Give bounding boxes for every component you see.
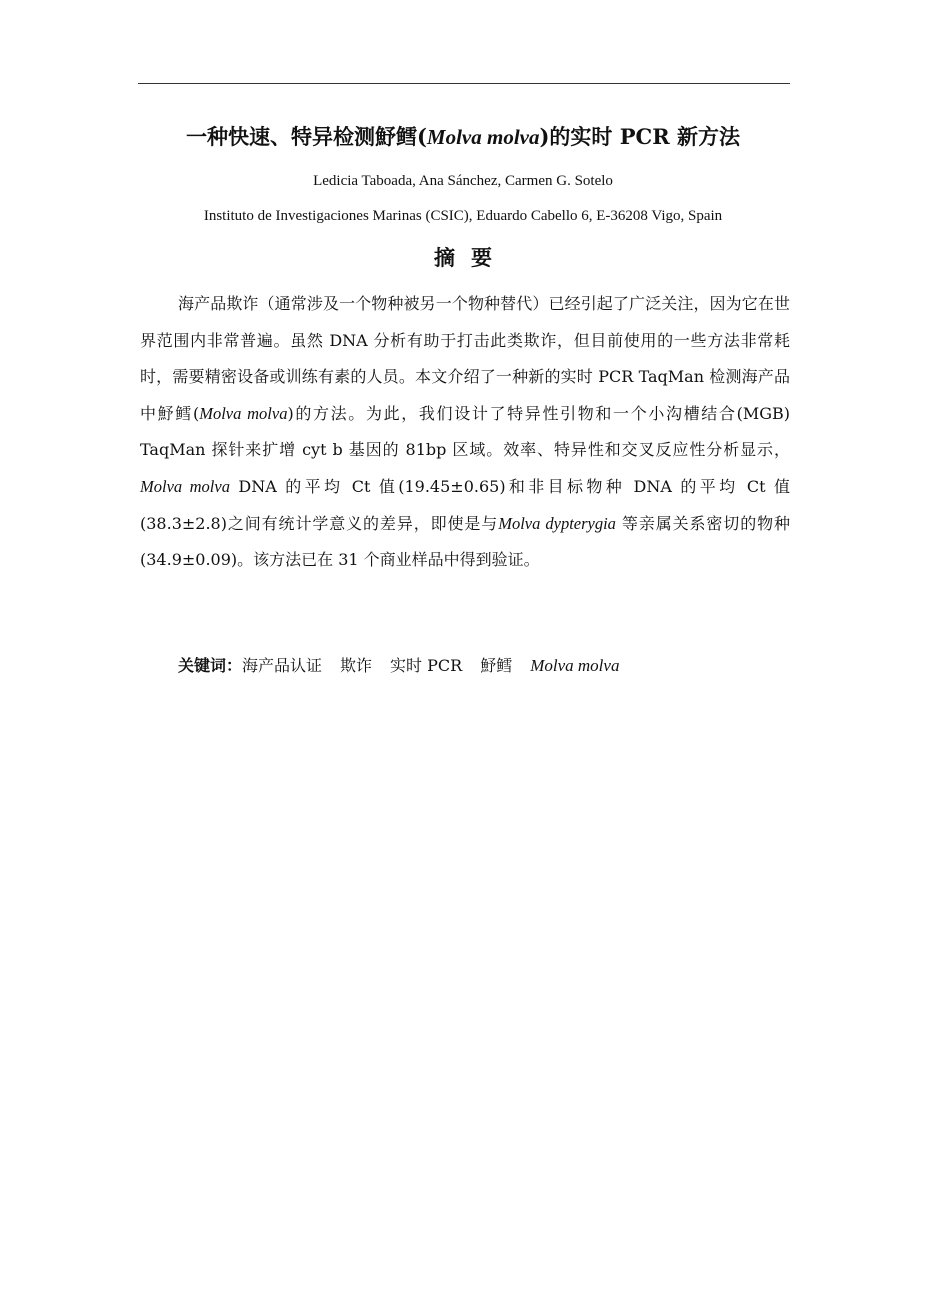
keyword-item: 实时 PCR — [390, 656, 463, 675]
affiliation: Instituto de Investigaciones Marinas (CSIC), Eduardo Cabello 6, E-36208 Vigo, Spain — [203, 208, 723, 224]
keyword-item: 欺诈 — [340, 656, 373, 675]
title-species: Molva molva — [426, 125, 540, 149]
paper-title — [0, 122, 926, 152]
keyword-species: Molva molva — [530, 656, 620, 675]
abstract-text-4: 等亲属关系密切的物种(34.9±0.09)。该方法已在 31 个商业样品中得到验证。 — [140, 513, 790, 570]
title-suffix: )的实时 PCR 新方法 — [539, 124, 741, 149]
title-prefix: 一种快速、特异检测魣鳕( — [185, 124, 427, 149]
abstract-heading: 摘要 — [434, 245, 508, 270]
abstract-body — [140, 286, 790, 579]
authors: Ledicia Taboada, Ana Sánchez, Carmen G. Sotelo — [313, 173, 613, 189]
keywords-label: 关键词： — [178, 656, 243, 675]
header-rule — [138, 83, 790, 84]
abstract-text-2: )的方法。为此，我们设计了特异性引物和一个小沟槽结合(MGB) TaqMan 探针来扩增 cyt b 基因的 81bp 区域。效率、特异性和交叉反应性分析显示， — [140, 403, 791, 460]
abstract-species-2: Molva molva — [140, 476, 230, 496]
abstract-text-3: DNA 的平均 Ct 值(19.45±0.65)和非目标物种 DNA 的平均 Ct 值(38.3±2.8)之间有统计学意义的差异，即使是与 — [140, 476, 790, 533]
abstract-text-1: 海产品欺诈（通常涉及一个物种被另一个物种替代）已经引起了广泛关注，因为它在世界范围内非常普遍。虽然 DNA 分析有助于打击此类欺诈，但目前使用的一些方法非常耗时，需要精密设备或训练有素的人员。本文介绍了一种新的实时 PCR TaqMan 检测海产品中魣鳕( — [140, 294, 790, 423]
keyword-item: 魣鳕 — [480, 656, 513, 675]
keywords — [178, 652, 619, 680]
abstract-species-3: Molva dypterygia — [498, 513, 616, 533]
abstract-species-1: Molva molva — [199, 403, 288, 423]
keyword-item: 海产品认证 — [242, 656, 323, 675]
